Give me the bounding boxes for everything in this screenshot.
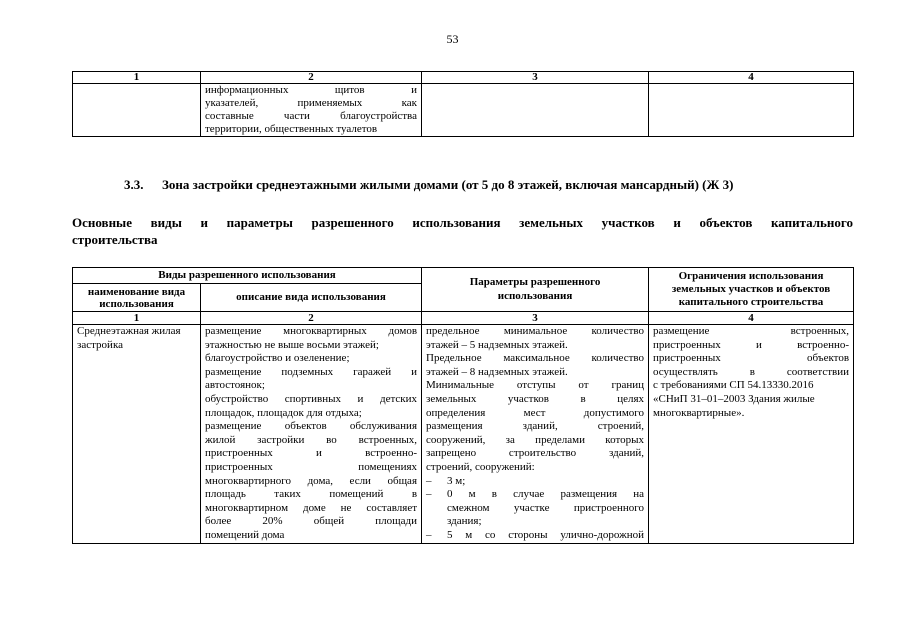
text-line: Предельное максимальное количество	[426, 352, 645, 365]
text-line: пристроенных объектов	[653, 352, 850, 365]
text-line: размещение объектов обслуживания	[205, 420, 418, 433]
cell-restrictions	[649, 84, 854, 137]
text-line: указателей, применяемых как	[205, 97, 417, 109]
text-line: пристроенных и встроенно-	[653, 338, 850, 351]
text-line: с требованиями СП 54.13330.2016	[653, 379, 814, 392]
header-params: Параметры разрешенного использования	[422, 268, 649, 312]
header-name: наименование вида использования	[73, 284, 201, 312]
text-line: осуществлять в соответствии	[653, 365, 850, 378]
header-group-uses: Виды разрешенного использования	[73, 268, 422, 284]
text-line: этажей – 5 надземных этажей.	[426, 338, 568, 351]
section-number: 3.3.	[124, 177, 144, 192]
text-line: обустройство спортивных и детских	[205, 392, 418, 405]
text-line: земельных участков в целях	[426, 392, 645, 405]
subheading-line: Основные виды и параметры разрешенного использования земельных участков и объектов капитального	[72, 215, 853, 230]
text-line: здания;	[447, 515, 482, 528]
text-line: пристроенных помещениях	[205, 460, 418, 473]
header-description: описание вида использования	[201, 284, 422, 312]
text-line: площадок, площадок для отдыха;	[205, 406, 362, 419]
column-number: 3	[422, 72, 649, 84]
text-line: 5 м со стороны улично-дорожной	[447, 528, 645, 541]
list-item: – 3 м;	[426, 475, 644, 489]
text-line: «СНиП 31–01–2003 Здания жилые	[653, 392, 815, 405]
text-line: смежном участке пристроенного	[447, 501, 645, 514]
cell-name: Среднеэтажная жилая застройка	[73, 325, 201, 544]
text-line: жилой застройки во встроенных,	[205, 433, 418, 446]
cell-description	[201, 325, 422, 544]
list-item: – 0 м в случае размещения на смежном участке пристроенного здания;	[426, 488, 645, 528]
text-line: размещение многоквартирных домов	[205, 325, 418, 337]
text-line: многоквартирного дома, если общая	[205, 474, 418, 487]
column-number: 3	[422, 312, 649, 325]
cell-name	[73, 84, 201, 137]
header-restrictions: Ограничения использования земельных участков и объектов капитального строительства	[649, 268, 854, 312]
text-line: многоквартирные».	[653, 406, 745, 419]
text-line: пристроенных и встроенно-	[205, 447, 418, 460]
text-line: предельное минимальное количество	[426, 325, 645, 337]
section-title-text: Зона застройки среднеэтажными жилыми домами (от 5 до 8 этажей, включая мансардный) (Ж 3)	[162, 177, 734, 192]
continuation-table	[72, 71, 854, 137]
column-number: 2	[201, 312, 422, 325]
cell-restrictions	[649, 325, 854, 544]
page-number: 53	[446, 32, 459, 46]
column-number: 2	[201, 72, 422, 84]
text-line: этажностью не выше восьми этажей;	[205, 338, 379, 351]
text-line: запрещено строительство зданий,	[426, 447, 645, 460]
text-line: площадь таких помещений в	[205, 488, 418, 501]
subheading	[72, 214, 853, 248]
column-number-row	[73, 312, 854, 325]
list-item: – 5 м со стороны улично-дорожной	[426, 528, 645, 541]
text-line: сооружений, за пределами которых	[426, 433, 645, 446]
column-number: 4	[649, 312, 854, 325]
column-number-row	[73, 72, 854, 84]
text-line: этажей – 8 надземных этажей.	[426, 365, 568, 378]
text-line: строений, сооружений:	[426, 460, 535, 473]
main-table	[72, 267, 854, 544]
cell-params	[422, 325, 649, 544]
text-line: 0 м в случае размещения на	[447, 488, 645, 501]
text-line: Минимальные отступы от границ	[426, 379, 645, 392]
text-line: помещений дома	[205, 528, 285, 541]
cell-description	[201, 84, 422, 137]
text-line: размещение подземных гаражей и	[205, 365, 418, 378]
subheading-line: строительства	[72, 232, 158, 247]
text-line: информационных щитов и	[205, 84, 417, 96]
text-line: автостоянок;	[205, 379, 265, 392]
column-number: 1	[73, 72, 201, 84]
section-title	[124, 177, 733, 193]
cell-params	[422, 84, 649, 137]
text-line: благоустройство и озеленение;	[205, 352, 350, 365]
table-row	[73, 84, 854, 137]
text-line: 3 м;	[447, 474, 466, 487]
text-line: территории, общественных туалетов	[205, 123, 378, 135]
text-line: более 20% общей площади	[205, 515, 418, 528]
text-line: многоквартирном доме не составляет	[205, 501, 418, 514]
column-number: 1	[73, 312, 201, 325]
text-line: размещение встроенных,	[653, 325, 850, 337]
text-line: определения мест допустимого	[426, 406, 645, 419]
column-number: 4	[649, 72, 854, 84]
text-line: размещения зданий, строений,	[426, 420, 645, 433]
table-row	[73, 325, 854, 544]
text-line: составные части благоустройства	[205, 110, 417, 122]
header-row	[73, 268, 854, 284]
